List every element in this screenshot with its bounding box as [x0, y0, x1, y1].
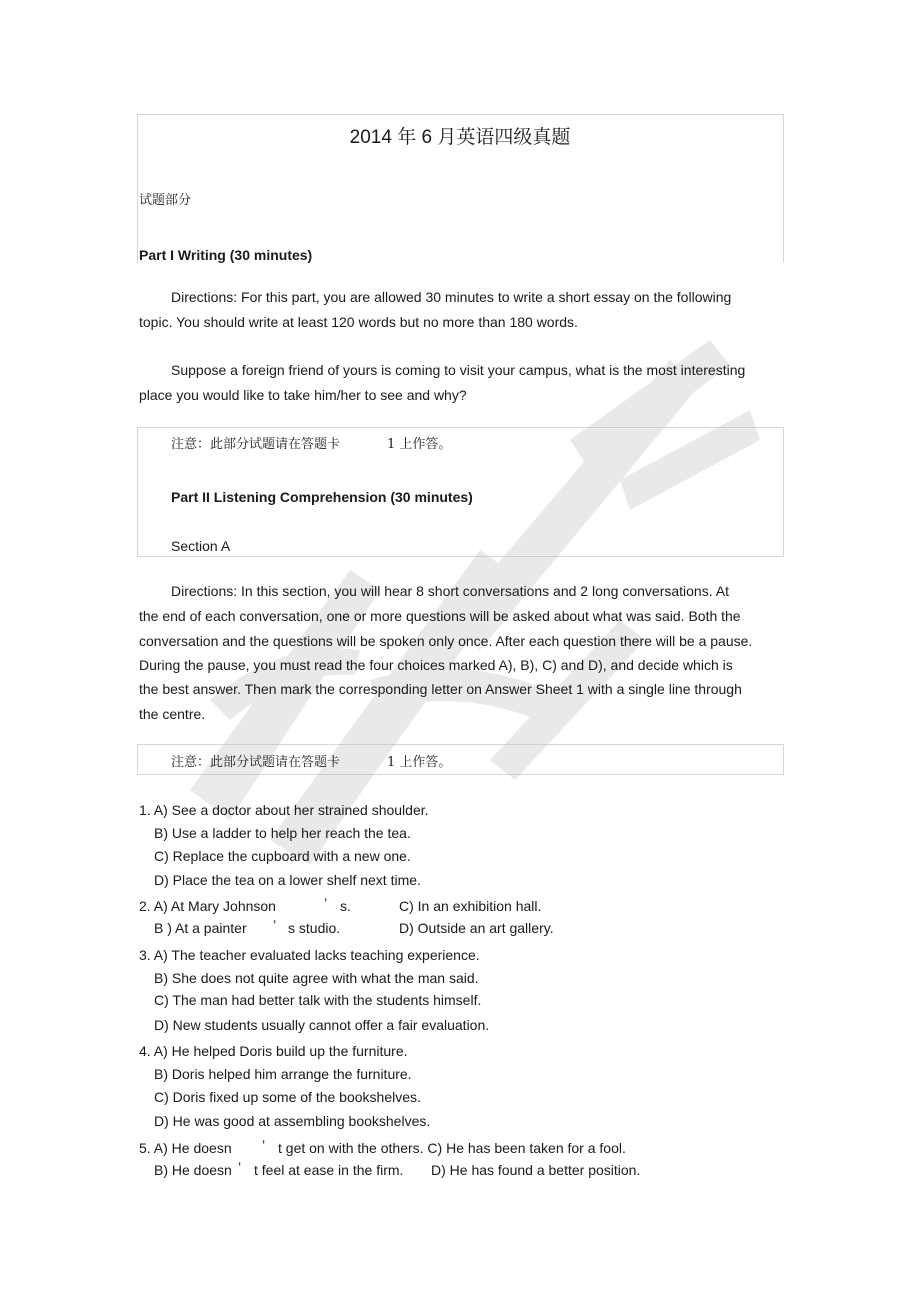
question-3-option-c: C) The man had better talk with the students himself. [154, 992, 482, 1008]
apostrophe: ’ [262, 1137, 266, 1153]
part1-prompt-line: Suppose a foreign friend of yours is coming to visit your campus, what is the most interesting [171, 362, 746, 378]
question-2-option-a-end: s. [340, 898, 351, 914]
question-3-option-a: 3. A) The teacher evaluated lacks teaching experience. [139, 947, 480, 963]
part2-directions-line: the end of each conversation, one or more questions will be asked about what was said. Both the [139, 608, 741, 624]
question-5-option-a-rest: t get on with the others. C) He has been taken for a fool. [278, 1140, 626, 1156]
question-4-option-a: 4. A) He helped Doris build up the furniture. [139, 1043, 408, 1059]
question-1-option-c: C) Replace the cupboard with a new one. [154, 848, 411, 864]
question-2-option-b: B ) At a painter [154, 920, 247, 936]
question-2-option-a: 2. A) At Mary Johnson [139, 898, 276, 914]
part1-directions-line: Directions: For this part, you are allowed 30 minutes to write a short essay on the following [171, 289, 732, 305]
question-3-option-b: B) She does not quite agree with what the man said. [154, 970, 479, 986]
part2-directions-line: During the pause, you must read the four choices marked A), B), C) and D), and decide which is [139, 657, 733, 673]
question-4-option-b: B) Doris helped him arrange the furniture. [154, 1066, 412, 1082]
question-2-option-b-end: s studio. [288, 920, 341, 936]
question-2-option-d: D) Outside an art gallery. [399, 920, 554, 936]
section-a-label: Section A [171, 538, 231, 554]
question-1-option-a: 1. A) See a doctor about her strained shoulder. [139, 802, 429, 818]
part1-prompt-line: place you would like to take him/her to see and why? [139, 387, 467, 403]
note-number: 1 上作答。 [387, 437, 452, 452]
part2-directions-line: conversation and the questions will be spoken only once. After each question there will be a pause. [139, 633, 753, 649]
question-5-option-d: D) He has found a better position. [431, 1162, 641, 1178]
part2-directions-line: Directions: In this section, you will hear 8 short conversations and 2 long conversations. At [171, 583, 729, 599]
note-number: 1 上作答。 [387, 755, 452, 770]
question-1-option-b: B) Use a ladder to help her reach the tea. [154, 825, 411, 841]
watermark-logo [150, 320, 790, 880]
apostrophe: ’ [324, 895, 328, 911]
part1-heading: Part I Writing (30 minutes) [139, 247, 313, 263]
question-2-option-c: C) In an exhibition hall. [399, 898, 542, 914]
part2-directions-line: the best answer. Then mark the corresponding letter on Answer Sheet 1 with a single line through [139, 681, 742, 697]
question-4-option-c: C) Doris fixed up some of the bookshelves. [154, 1089, 421, 1105]
apostrophe: ’ [238, 1159, 242, 1175]
question-5-option-a: 5. A) He doesn [139, 1140, 232, 1156]
part1-directions-line: topic. You should write at least 120 words but no more than 180 words. [139, 314, 578, 330]
question-3-option-d: D) New students usually cannot offer a fair evaluation. [154, 1017, 490, 1033]
question-4-option-d: D) He was good at assembling bookshelves. [154, 1113, 431, 1129]
part2-heading: Part II Listening Comprehension (30 minutes) [171, 489, 473, 505]
page-title: 2014 年 6 月英语四级真题 [349, 127, 571, 148]
note-text: 注意：此部分试题请在答题卡 [171, 755, 341, 770]
question-5-option-b-rest: t feel at ease in the firm. [254, 1162, 404, 1178]
question-1-option-d: D) Place the tea on a lower shelf next time. [154, 872, 421, 888]
note-text: 注意：此部分试题请在答题卡 [171, 437, 341, 452]
apostrophe: ’ [273, 917, 277, 933]
question-5-option-b: B) He doesn [154, 1162, 232, 1178]
section-label: 试题部分 [139, 193, 192, 208]
part2-directions-line: the centre. [139, 706, 206, 722]
